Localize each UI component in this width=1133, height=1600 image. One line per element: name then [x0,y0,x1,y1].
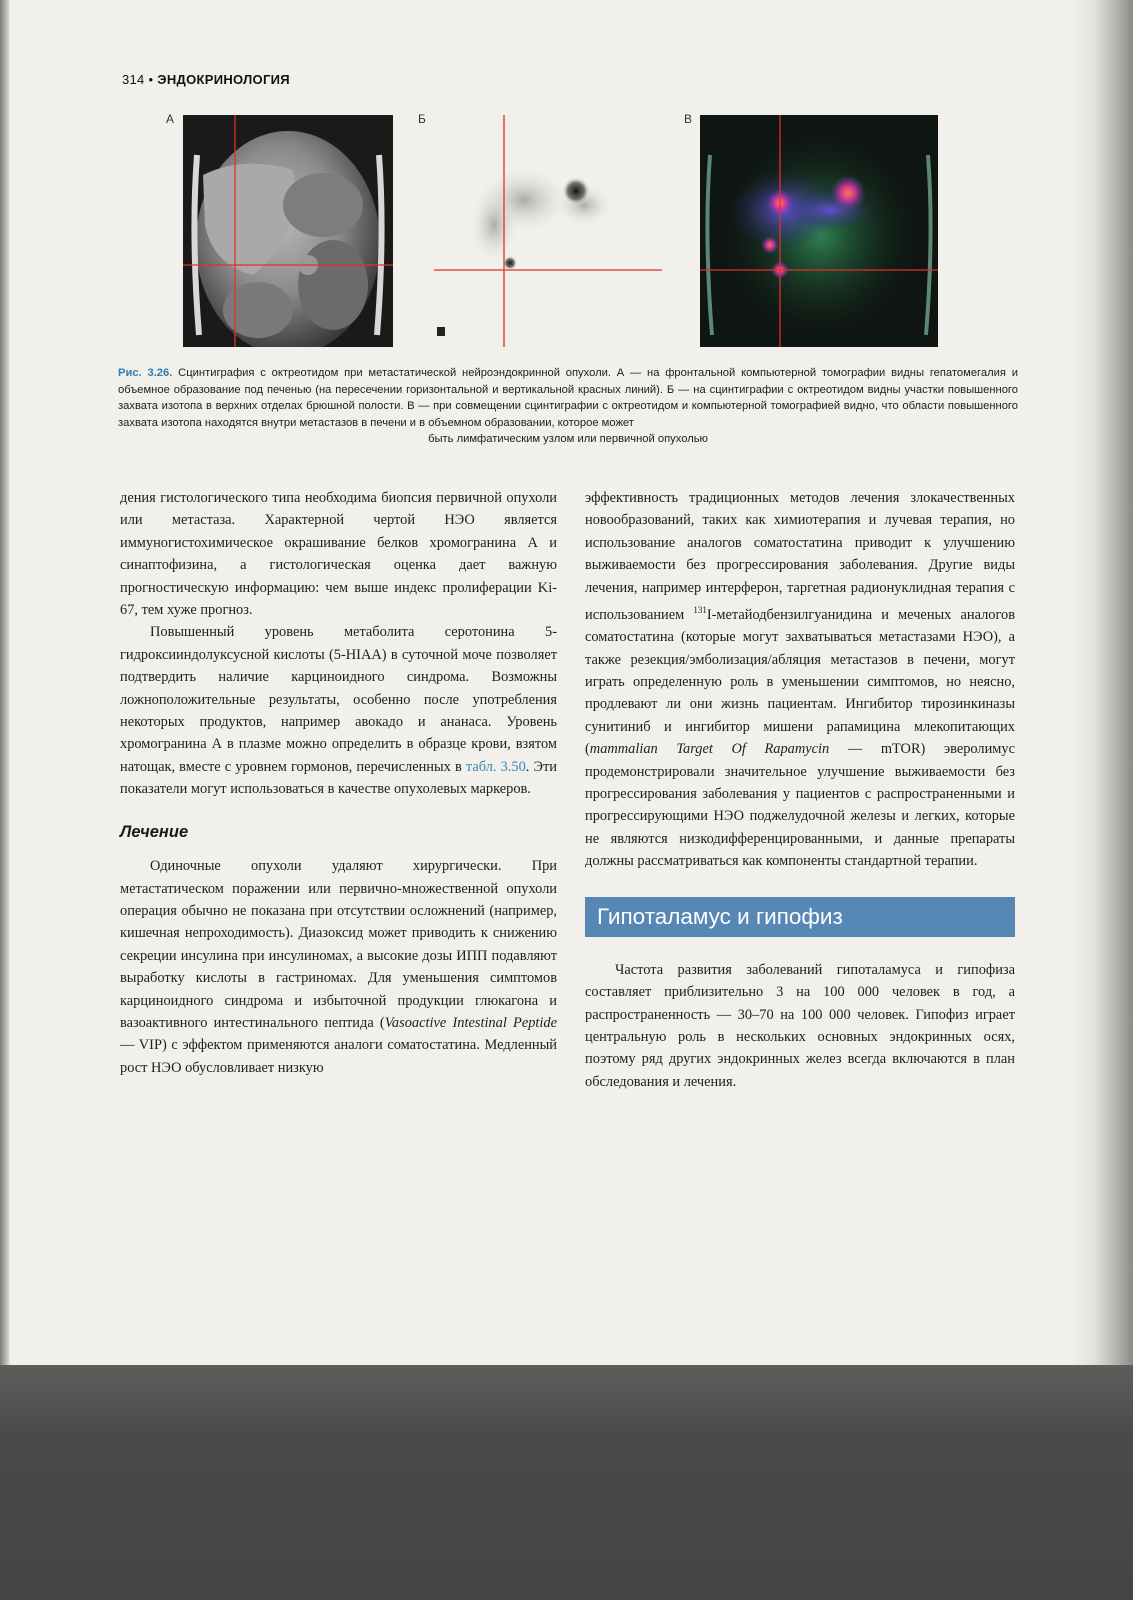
fusion-image [700,115,938,347]
page-curl-shadow [1070,0,1133,1365]
right-paragraph-1-text: эффективность традиционных методов лечения злокачественных новообразований, таких как химиотерапия и лучевая терапия, но использование аналогов соматостатина приводит к улучшению выживаемости без прогрессирования заболевания. Другие виды лечения, например интерферон, таргетная радионуклидная терапия с использованием [585,490,1015,623]
table-reference-link[interactable]: табл. 3.50 [465,758,526,775]
left-paragraph-2-end: . Эти показатели могут использоваться в качестве опухолевых маркеров. [120,758,557,798]
right-paragraph-1-mid: I-метайодбензилгуанидина и меченых аналогов соматостатина (которые могут захватываться метастазами НЭО), а также резекция/эмболизация/абляция метастазов в печени, могут играть определенную роль в уменьшении симптомов, но неясно, продлевают ли они жизнь пациентам. Ингибитор тирозинкиназы сунитиниб и ингибитор мишени рапамицина млекопитающих ( [585,606,1015,758]
left-paragraph-3-text: Одиночные опухоли удаляют хирургически. При метастатическом поражении или первично-множественной опухоли операция обычно не показана при отсутствии осложнений (например, кишечная непроходимость). Диазоксид может приводить к снижению секреции инсулина при инсулиномах, а высокие дозы ИПП подавляют выработку кислоты в гастриномах. Для уменьшения симптомов карциноидного синдрома и избыточной продукции глюкагона и вазоактивного интестинального пептида ( [120,858,557,1031]
right-paragraph-1 [585,487,1015,873]
right-paragraph-1-italic: mammalian Target Of Rapamycin [589,741,830,758]
page-number: 314 [122,72,145,87]
left-paragraph-2-text: Повышенный уровень метаболита серотонина 5-гидроксииндолуксусной кислоты (5-HIAA) в суточной моче позволяет подтвердить наличие карциноидного синдрома. Возможны ложноположительные результаты, особенно после употребления некоторых продуктов, например авокадо и ананаса. Уровень хромогранина А в плазме можно определить в образце крови, взятом натощак, вместе с уровнем гормонов, перечисленных в [120,624,557,775]
left-paragraph-1: дения гистологического типа необходима биопсия первичной опухоли или метастаза. Характерной чертой НЭО является иммуногистохимическое окрашивание белков хромогранина А и синаптофизина, а гистологическая оценка дает важную прогностическую информацию: чем выше индекс пролиферации Ki-67, тем хуже прогноз. [120,490,557,619]
scintigraphy-image [434,115,662,347]
left-paragraph-3-end: — VIP) с эффектом применяются аналоги соматостатина. Медленный рост НЭО обусловливает низкую [120,1037,557,1076]
figure-caption [118,365,1018,448]
scanner-background [0,1365,1133,1600]
right-paragraph-1-end: — mTOR) эверолимус продемонстрировали значительное улучшение выживаемости без прогрессирования заболевания у пациентов с распространенными и прогрессирующими НЭО поджелудочной железы и легких, которые не являются низкодифференцированными, и данные препараты должны рассматриваться как компоненты стандартной терапии. [585,741,1015,870]
running-head-separator: • [148,72,154,87]
panel-b-letter: Б [418,112,426,126]
left-column [120,487,557,1079]
left-paragraph-3 [120,855,557,1079]
scintigraphy-panel [434,115,662,347]
running-head [122,72,290,87]
left-paragraph-3-italic: Vasoactive Intestinal Peptide [384,1014,557,1031]
panel-a-letter: А [166,112,175,126]
right-paragraph-2: Частота развития заболеваний гипоталамуса и гипофиза составляет приблизительно 3 на 100 000 человек в год, а распространенность — 30–70 на 100 000 человек. Гипофиз играет центральную роль в нескольких основных эндокринных осях, поэтому ряд других эндокринных желез всегда включаются в план обследования и лечения. [585,961,1015,1090]
isotope-superscript: 131 [693,605,707,616]
ct-image-panel [183,115,393,347]
ct-image [183,115,393,347]
caption-last-line: быть лимфатическим узлом или первичной опухолью [428,433,708,446]
section-title-bar: Гипоталамус и гипофиз [585,897,1015,937]
right-column [585,487,1015,1093]
subheading-treatment: Лечение [120,822,189,841]
left-paragraph-2 [120,621,557,800]
panel-c-letter: В [684,112,693,126]
caption-text: Сцинтиграфия с октреотидом при метастатической нейроэндокринной опухоли. А — на фронтальной компьютерной томографии видны гепатомегалия и объемное образование под печенью (на пересечении горизонтальной и вертикальной красных линий). Б — на сцинтиграфии с октреотидом видны участки повышенного захвата изотопа в верхних отделах брюшной полости. В — при совмещении сцинтиграфии с октреотидом и компьютерной томографией видно, что области повышенного захвата изотопа находятся внутри метастазов в печени и в объемном образовании, которое может [118,367,1018,429]
page-binding-shadow [0,0,10,1365]
caption-label: Рис. 3.26. [118,367,173,379]
running-head-section: ЭНДОКРИНОЛОГИЯ [157,72,290,87]
fusion-image-panel [700,115,938,347]
